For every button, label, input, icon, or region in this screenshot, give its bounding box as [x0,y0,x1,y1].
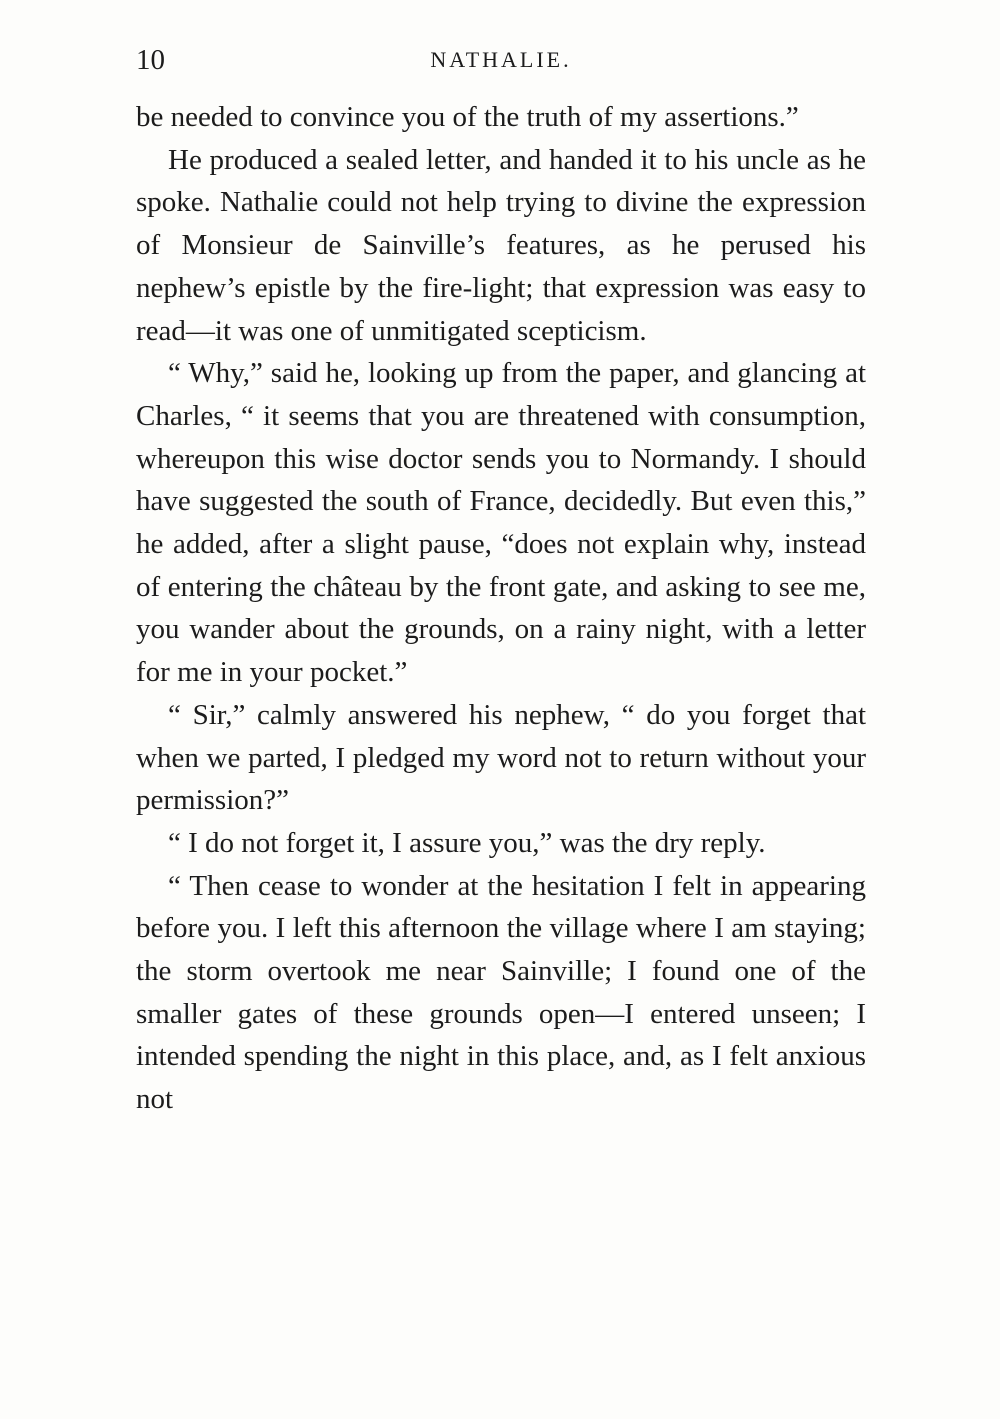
paragraph-sealed-letter: He produced a sealed letter, and handed it to his uncle as he spoke. Nathalie could not help trying to divine the expression of Monsieur de Sainville’s features, as he perused his nephew’s epistle by the fire-light; that expression was easy to read—it was one of unmitigated scepticism. [136,143,866,347]
page-number: 10 [136,44,165,76]
body-text [136,96,866,1121]
paragraph-why-said-he: “ Why,” said he, looking up from the paper, and glancing at Charles, “ it seems that you are threatened with consumption, whereupon this wise doctor sends you to Normandy. I should have suggested the south of France, decidedly. But even this,” he added, after a slight pause, “does not explain why, instead of entering the château by the front gate, and asking to see me, you wander about the grounds, on a rainy night, with a letter for me in your pocket.” [136,357,866,689]
paragraph-sir-calmly: “ Sir,” calmly answered his nephew, “ do you forget that when we parted, I pledged my word not to return without your permission?” [136,698,866,817]
running-head [136,40,866,80]
paragraph-cease-to-wonder: “ Then cease to wonder at the hesitation I felt in appearing before you. I left this afternoon the village where I am staying; the storm overtook me near Sainville; I found one of the smaller gates of these grounds open—I entered unseen; I intended spending the night in this place, and, as I felt anxious not [136,869,866,1116]
paragraph-dry-reply: “ I do not forget it, I assure you,” was the dry reply. [168,826,766,859]
running-title: NATHALIE. [430,47,572,72]
paragraph-continued: be needed to convince you of the truth of my assertions.” [136,101,799,133]
